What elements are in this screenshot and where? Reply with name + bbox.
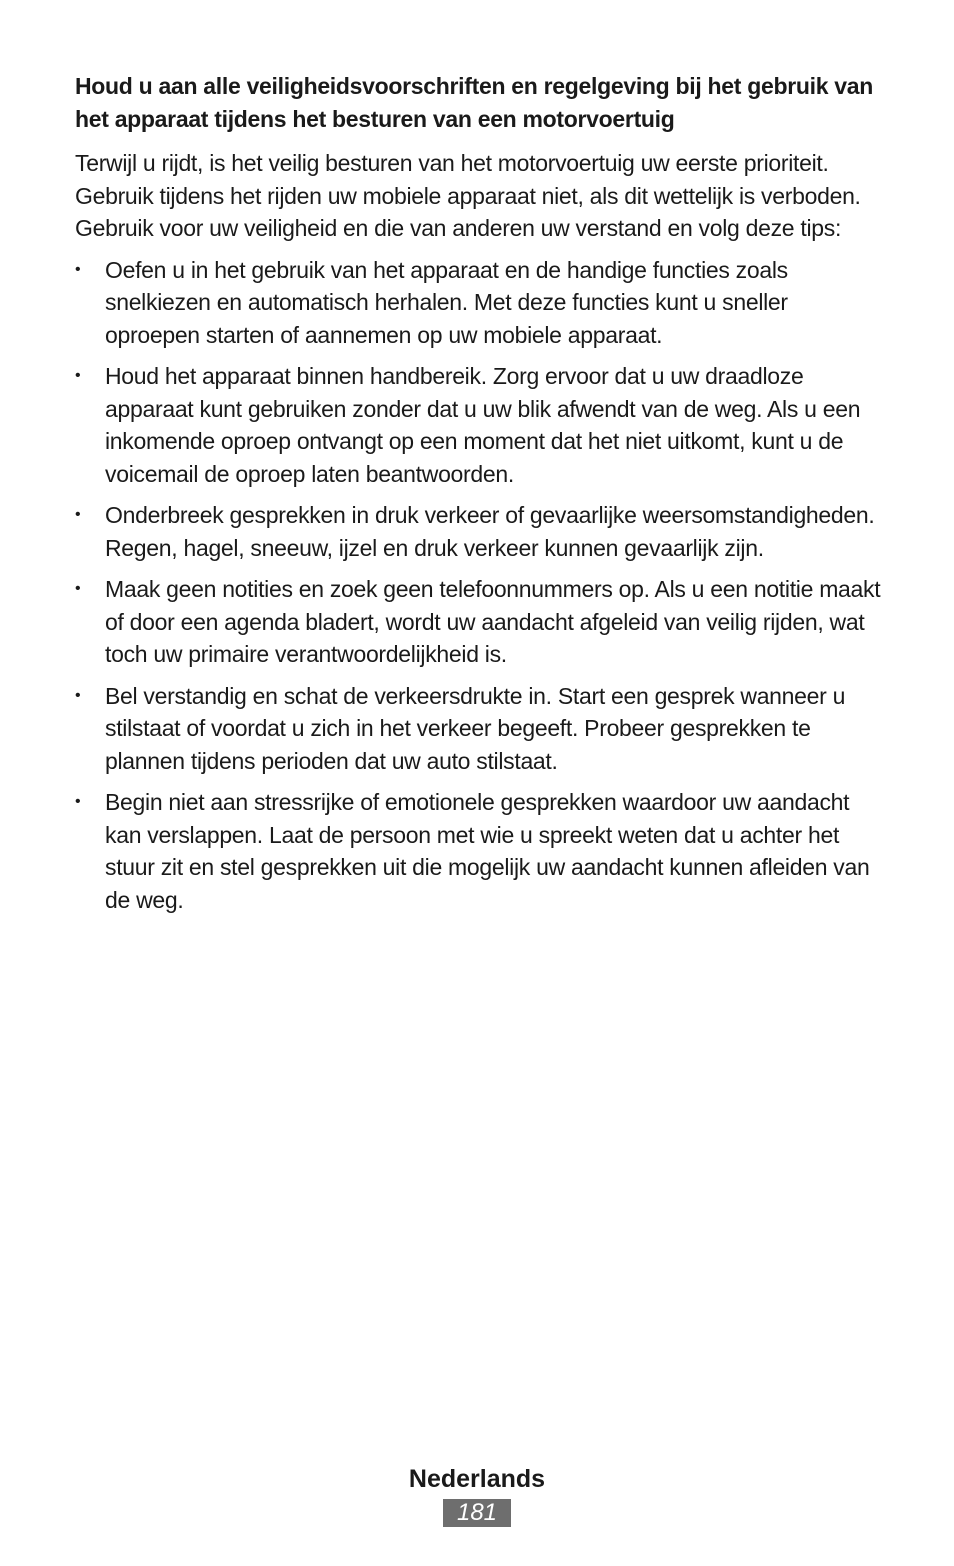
list-item bbox=[75, 680, 885, 778]
list-item bbox=[75, 573, 885, 671]
bullet-icon: • bbox=[75, 260, 81, 278]
tip-text: Houd het apparaat binnen handbereik. Zorg ervoor dat u uw draadloze apparaat kunt gebruiken zonder dat u uw blik afwendt van de weg. Als u een inkomende oproep ontvangt op een moment dat het niet uitkomt, kunt u de voicemail de oproep laten beantwoorden. bbox=[105, 363, 861, 487]
bullet-icon: • bbox=[75, 506, 81, 523]
language-label: Nederlands bbox=[408, 1465, 546, 1493]
bullet-icon: • bbox=[75, 686, 81, 704]
page-number: 181 bbox=[443, 1499, 511, 1527]
intro-paragraph: Terwijl u rijdt, is het veilig besturen van het motorvoertuig uw eerste prioriteit. Gebruik tijdens het rijden uw mobiele apparaat niet, als dit wettelijk is verboden. Gebruik voor uw veiligheid en die van anderen uw verstand en volg deze tips: bbox=[75, 150, 861, 241]
page-footer bbox=[0, 1463, 954, 1527]
tip-text: Onderbreek gesprekken in druk verkeer of gevaarlijke weersomstandigheden. Regen, hagel, sneeuw, ijzel en druk verkeer kunnen gevaarlijk zijn. bbox=[105, 502, 875, 561]
bullet-icon: • bbox=[75, 367, 81, 384]
tip-text: Oefen u in het gebruik van het apparaat en de handige functies zoals snelkiezen en automatisch herhalen. Met deze functies kunt u sneller oproepen starten of aannemen op uw mobiele apparaat. bbox=[105, 256, 788, 348]
bullet-icon: • bbox=[75, 793, 81, 810]
list-item bbox=[75, 499, 885, 564]
list-item bbox=[75, 360, 885, 490]
list-item bbox=[75, 786, 885, 916]
bullet-icon: • bbox=[75, 580, 81, 597]
tips-list bbox=[75, 254, 885, 917]
page-content bbox=[75, 70, 885, 925]
tip-text: Begin niet aan stressrijke of emotionele gesprekken waardoor uw aandacht kan verslappen. Laat de persoon met wie u spreekt weten dat u achter het stuur zit en stel gesprekken uit die mogelijk uw aandacht kunnen afleiden van de weg. bbox=[105, 789, 870, 913]
section-heading: Houd u aan alle veiligheidsvoorschriften en regelgeving bij het gebruik van het apparaat tijdens het besturen van een motorvoertuig bbox=[75, 73, 874, 132]
tip-text: Bel verstandig en schat de verkeersdrukte in. Start een gesprek wanneer u stilstaat of voordat u zich in het verkeer begeeft. Probeer gesprekken te plannen tijdens perioden dat uw auto stilstaat. bbox=[105, 682, 846, 774]
list-item bbox=[75, 254, 885, 352]
tip-text: Maak geen notities en zoek geen telefoonnummers op. Als u een notitie maakt of door een agenda bladert, wordt uw aandacht afgeleid van veilig rijden, wat toch uw primaire verantwoordelijkheid is. bbox=[105, 576, 881, 667]
